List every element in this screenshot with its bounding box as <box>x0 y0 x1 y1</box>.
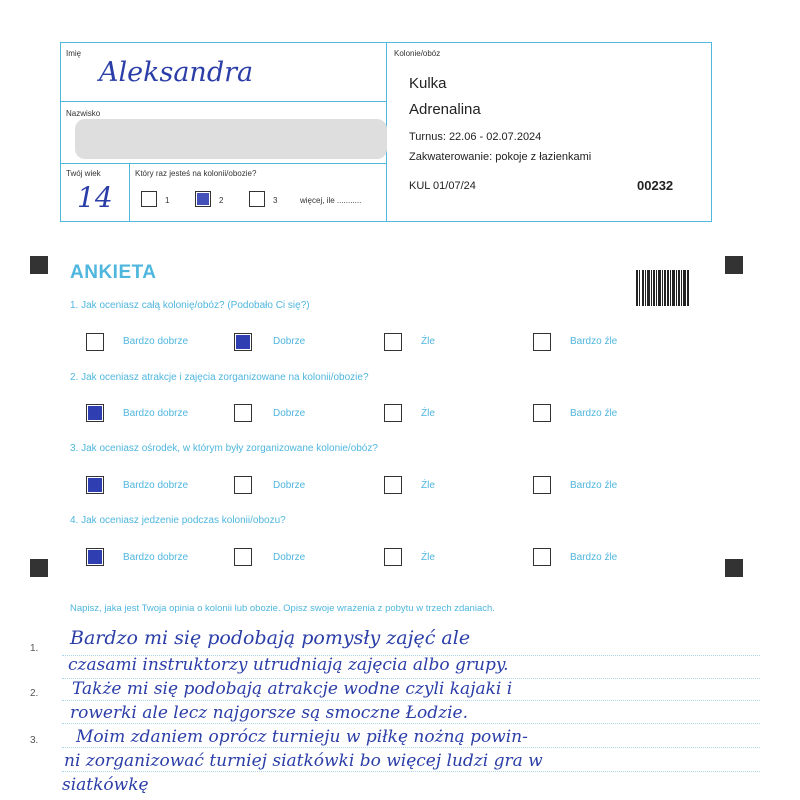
q4-option-label: Bardzo źle <box>570 552 618 563</box>
survey-title: ANKIETA <box>70 262 157 283</box>
header-row-line <box>61 163 386 164</box>
q1-option-bardzo-dobrze-checkbox[interactable] <box>86 333 104 351</box>
name-label: Imię <box>66 49 82 58</box>
question-1: 1. Jak oceniasz całą kolonię/obóz? (Podobało Ci się?) <box>70 300 310 311</box>
q2-option-zle-checkbox[interactable] <box>384 404 402 422</box>
q2-option-bardzo-dobrze-checkbox[interactable] <box>86 404 104 422</box>
age-value[interactable]: 14 <box>77 181 113 214</box>
q3-option-label: Źle <box>421 480 435 491</box>
camp-code: KUL 01/07/24 <box>409 180 476 192</box>
q4-option-label: Dobrze <box>273 552 306 563</box>
handwritten-answer-line[interactable]: Bardzo mi się podobają pomysły zajęć ale <box>70 627 471 649</box>
age-label: Twój wiek <box>66 169 101 178</box>
question-3: 3. Jak oceniasz ośrodek, w którym były zorganizowane kolonie/obóz? <box>70 443 378 454</box>
line-number-2: 2. <box>30 688 39 699</box>
header-col-line <box>129 163 130 221</box>
camp-name: Kulka <box>409 75 447 92</box>
line-number-3: 3. <box>30 735 39 746</box>
answer-line <box>62 700 760 701</box>
q1-option-label: Bardzo dobrze <box>123 336 189 347</box>
question-4: 4. Jak oceniasz jedzenie podczas kolonii/obozu? <box>70 515 286 526</box>
barcode-icon <box>636 270 690 306</box>
q4-option-dobrze-checkbox[interactable] <box>234 548 252 566</box>
q3-option-bardzo-zle-checkbox[interactable] <box>533 476 551 494</box>
q2-option-label: Dobrze <box>273 408 306 419</box>
q4-option-bardzo-zle-checkbox[interactable] <box>533 548 551 566</box>
q4-option-bardzo-dobrze-checkbox[interactable] <box>86 548 104 566</box>
camp-label: Kolonie/obóz <box>394 49 441 58</box>
times-checkbox-1[interactable] <box>141 191 157 207</box>
q3-option-label: Bardzo dobrze <box>123 480 189 491</box>
handwritten-answer-line[interactable]: Także mi się podobają atrakcje wodne czyli kajaki i <box>72 679 513 699</box>
handwritten-answer-line[interactable]: Moim zdaniem oprócz turnieju w piłkę nożną powin- <box>76 727 528 747</box>
times-option-2: 2 <box>219 196 224 205</box>
q4-option-zle-checkbox[interactable] <box>384 548 402 566</box>
q1-option-label: Bardzo źle <box>570 336 618 347</box>
registration-marker <box>30 559 48 577</box>
answer-line <box>62 747 760 748</box>
accommodation: Zakwaterowanie: pokoje z łazienkami <box>409 151 592 163</box>
q4-option-label: Bardzo dobrze <box>123 552 189 563</box>
line-number-1: 1. <box>30 643 39 654</box>
answer-line <box>62 771 760 772</box>
q2-option-label: Bardzo dobrze <box>123 408 189 419</box>
q2-option-dobrze-checkbox[interactable] <box>234 404 252 422</box>
q1-option-bardzo-zle-checkbox[interactable] <box>533 333 551 351</box>
opinion-instruction: Napisz, jaka jest Twoja opinia o kolonii lub obozie. Opisz swoje wrażenia z pobytu w trzech zdaniach. <box>70 603 495 614</box>
registration-marker <box>725 256 743 274</box>
q2-option-bardzo-zle-checkbox[interactable] <box>533 404 551 422</box>
handwritten-answer-line[interactable]: ni zorganizować turniej siatkówki bo więcej ludzi gra w <box>64 751 543 771</box>
turnus-dates: Turnus: 22.06 - 02.07.2024 <box>409 131 542 143</box>
name-value[interactable]: Aleksandra <box>99 57 254 88</box>
redacted-surname <box>75 119 387 159</box>
q3-option-dobrze-checkbox[interactable] <box>234 476 252 494</box>
handwritten-answer-line[interactable]: czasami instruktorzy utrudniają zajęcia albo grupy. <box>68 655 509 675</box>
q3-option-bardzo-dobrze-checkbox[interactable] <box>86 476 104 494</box>
q1-option-label: Źle <box>421 336 435 347</box>
handwritten-answer-line[interactable]: rowerki ale lecz najgorsze są smoczne Łodzie. <box>70 703 468 723</box>
header-row-line <box>61 101 386 102</box>
q1-option-label: Dobrze <box>273 336 306 347</box>
q3-option-label: Bardzo źle <box>570 480 618 491</box>
times-checkbox-2[interactable] <box>195 191 211 207</box>
times-option-1: 1 <box>165 196 170 205</box>
times-checkbox-3[interactable] <box>249 191 265 207</box>
registration-marker <box>725 559 743 577</box>
camp-subname: Adrenalina <box>409 101 481 118</box>
surname-label: Nazwisko <box>66 109 101 118</box>
q3-option-zle-checkbox[interactable] <box>384 476 402 494</box>
q1-option-dobrze-checkbox[interactable] <box>234 333 252 351</box>
q3-option-label: Dobrze <box>273 480 306 491</box>
times-more-field[interactable]: więcej, ile ........... <box>300 196 362 205</box>
q2-option-label: Bardzo źle <box>570 408 618 419</box>
q1-option-zle-checkbox[interactable] <box>384 333 402 351</box>
handwritten-answer-line[interactable]: siatkówkę <box>62 775 149 795</box>
question-2: 2. Jak oceniasz atrakcje i zajęcia zorganizowane na kolonii/obozie? <box>70 372 369 383</box>
form-number: 00232 <box>637 178 674 193</box>
q4-option-label: Źle <box>421 552 435 563</box>
registration-marker <box>30 256 48 274</box>
times-label: Który raz jesteś na kolonii/obozie? <box>135 169 257 178</box>
q2-option-label: Źle <box>421 408 435 419</box>
answer-line <box>62 723 760 724</box>
header-box <box>60 42 712 222</box>
times-option-3: 3 <box>273 196 278 205</box>
